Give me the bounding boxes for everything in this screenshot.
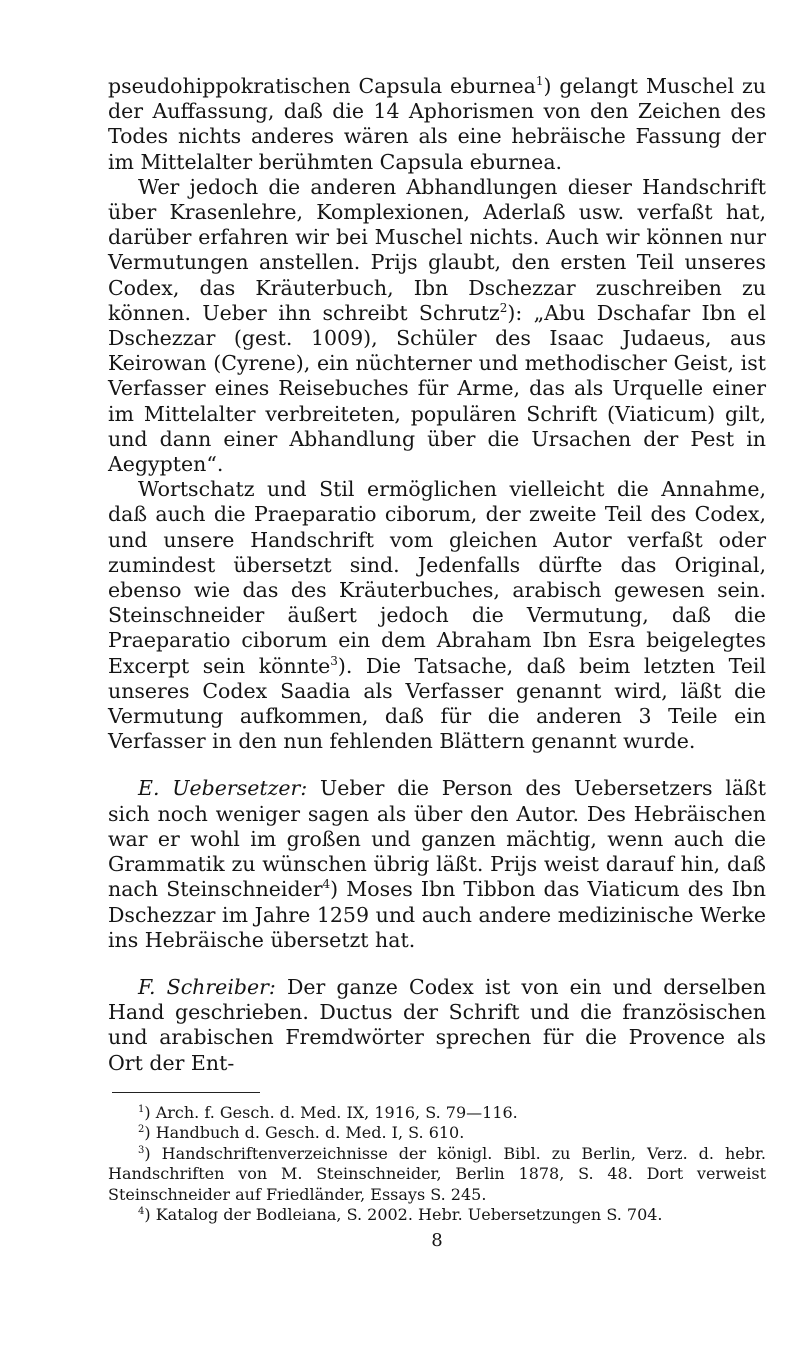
footnote-ref-1: 1 [535, 74, 544, 88]
section-heading-schreiber: F. Schreiber: [138, 974, 276, 999]
page-number: 8 [431, 1229, 443, 1251]
section-schreiber: F. Schreiber: Der ganze Codex ist von ein und derselben Hand geschrieben. Ductus der Schrift und die französischen und arabischen Fremdwörter sprechen für die Provence als Ort der Ent- [108, 974, 766, 1075]
paragraph-1: pseudohippokratischen Capsula eburnea$^1$) gelangt Muschel zu der Auffassung, daß die 14 Aphorismen von den Zeichen des Todes nichts anderes wären als eine hebräische Fassung der im Mittelalter berühmten Capsula eburnea. [108, 74, 767, 174]
footnote-separator [112, 1092, 260, 1093]
section-uebersetzer: E. Uebersetzer: Ueber die Person des Uebersetzers läßt sich noch weniger sagen als über den Autor. Des Hebräischen war er wohl im großen und ganzen mächtig, wenn auch die Grammatik zu wünschen übrig läßt. Prijs weist darauf hin, daß nach Steinschneider$^4$) Moses Ibn Tibbon das Viaticum des Ibn Dschezzar im Jahre 1259 und auch andere medizinische Werke ins Hebräische übersetzt hat. [108, 776, 766, 952]
footnotes [108, 1103, 766, 1226]
section-heading-uebersetzer: E. Uebersetzer: [138, 776, 308, 801]
footnote-ref-2: 2 [499, 300, 508, 315]
footnote-3: $^3$) Handschriftenverzeichnisse der königl. Bibl. zu Berlin, Verz. d. hebr. Handschriften von M. Steinschneider, Berlin 1878, S. 48. Dort verweist Steinschneider auf Friedländer, Essays S. 245. [108, 1143, 766, 1204]
footnote-4: $^4$) Katalog der Bodleiana, S. 2002. Hebr. Uebersetzungen S. 704. [138, 1205, 663, 1225]
paragraph-3: Wortschatz und Stil ermöglichen vielleicht die Annahme, daß auch die Praeparatio ciborum, der zweite Teil des Codex, und unsere Handschrift vom gleichen Autor verfaßt oder zumindest übersetzt sind. Jedenfalls dürfte das Original, ebenso wie das des Kräuterbuches, arabisch gewesen sein. Steinschneider äußert jedoch die Vermutung, daß die Praeparatio ciborum ein dem Abraham Ibn Esra beigelegtes Excerpt sein könnte$^3$). Die Tatsache, daß beim letzten Teil unseres Codex Saadia als Verfasser genannt wird, läßt die Vermutung aufkommen, daß für die anderen 3 Teile ein Verfasser in den nun fehlenden Blättern genannt wurde. [108, 477, 766, 754]
document-page [108, 74, 766, 1251]
footnote-1: $^1$) Arch. f. Gesch. d. Med. IX, 1916, S. 79—116. [138, 1102, 518, 1122]
body-text [108, 74, 766, 1076]
footnote-2: $^2$) Handbuch d. Gesch. d. Med. I, S. 610. [138, 1123, 465, 1143]
paragraph-2: Wer jedoch die anderen Abhandlungen dieser Handschrift über Krasenlehre, Komplexionen, Aderlaß usw. verfaßt hat, darüber erfahren wir bei Muschel nichts. Auch wir können nur Vermutungen anstellen. Prijs glaubt, den ersten Teil unseres Codex, das Kräuterbuch, Ibn Dschezzar zuschreiben zu können. Ueber ihn schreibt Schrutz$^2$): „Abu Dschafar Ibn el Dschezzar (gest. 1009), Schüler des Isaac Judaeus, aus Keirowan (Cyrene), ein nüchterner und methodischer Geist, ist Verfasser eines Reisebuches für Arme, das als Urquelle einer im Mittelalter verbreiteten, populären Schrift (Viaticum) gilt, und dann einer Abhandlung über die Ursachen der Pest in Aegypten“. [108, 174, 766, 477]
footnote-ref-3: 3 [330, 653, 338, 668]
footnote-ref-4: 4 [322, 877, 331, 892]
